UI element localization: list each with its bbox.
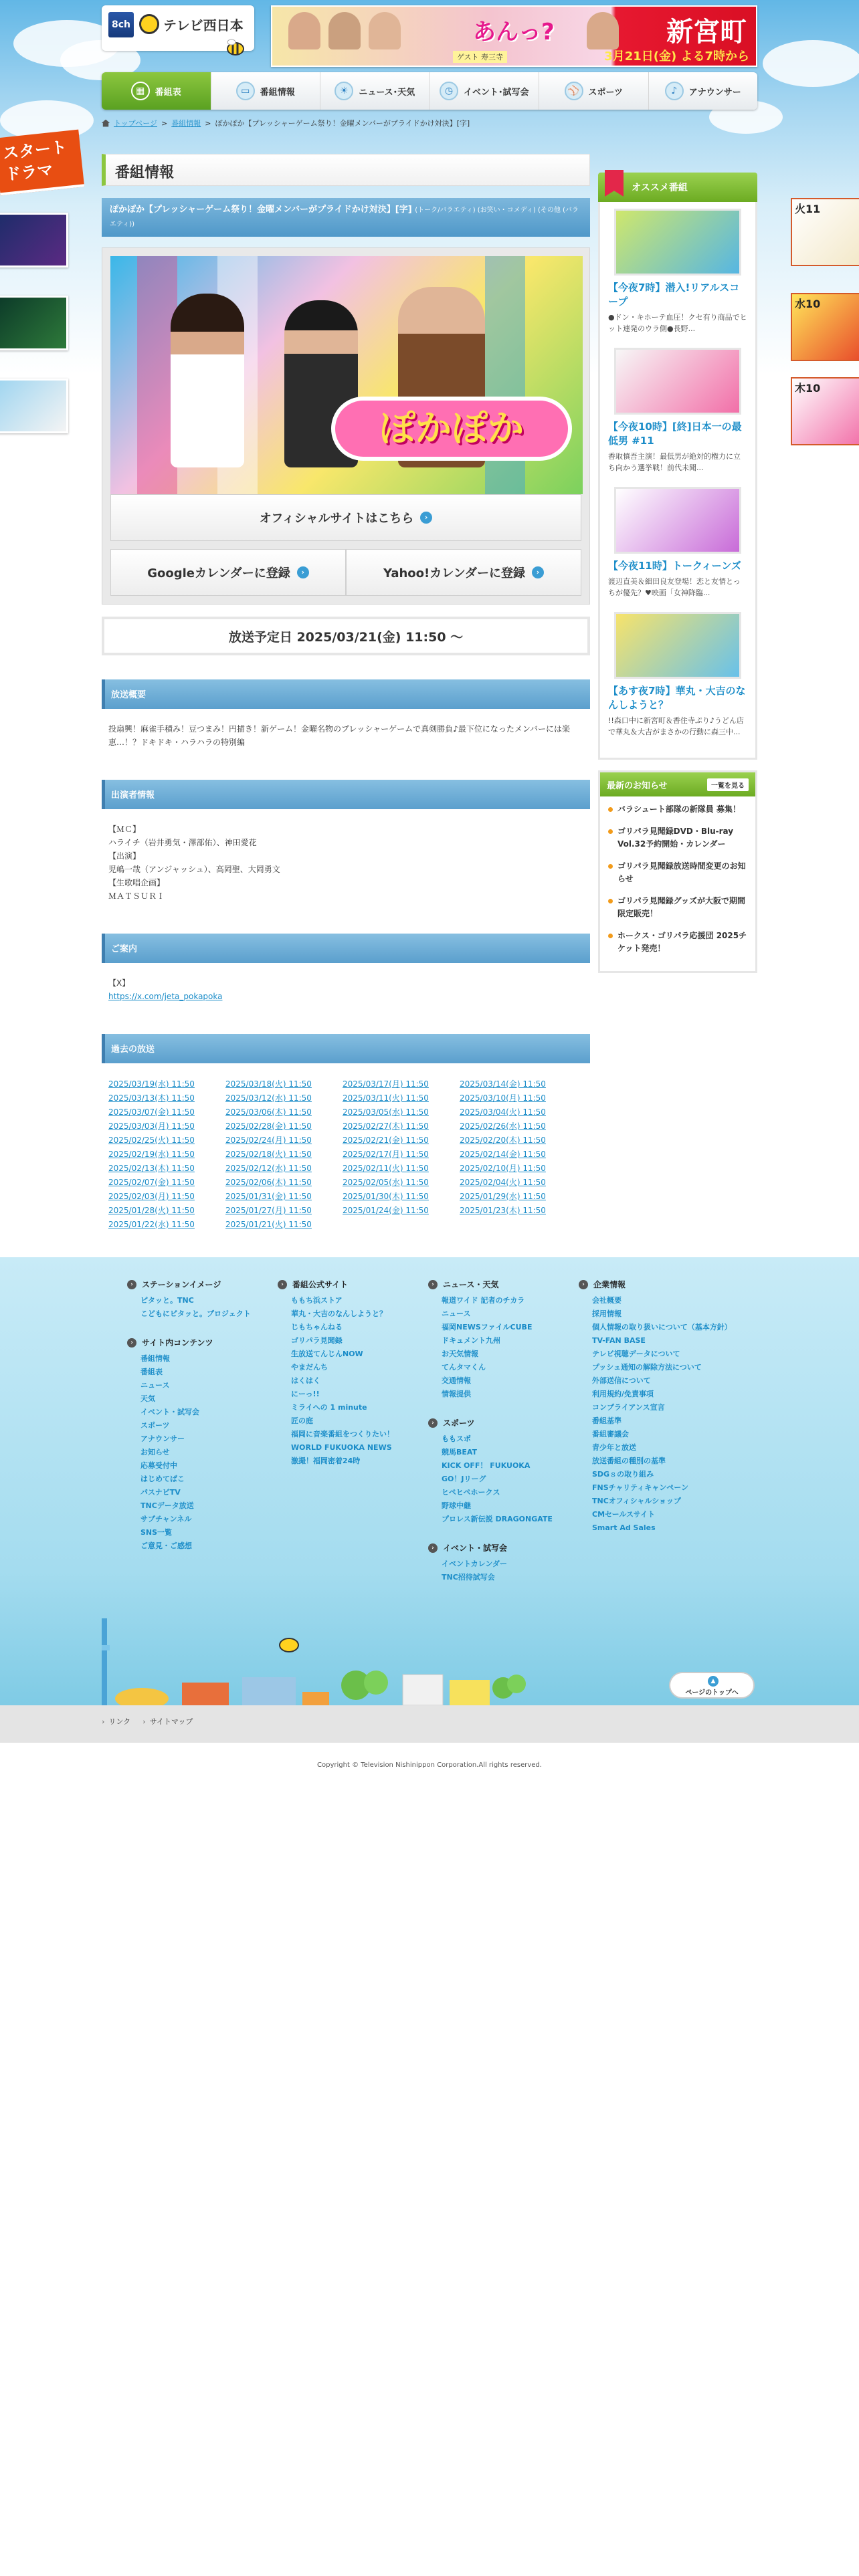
banner-location: 新宮町 [666,17,747,47]
past-broadcast-link[interactable]: 2025/02/19(水) 11:50 [108,1150,195,1159]
arrow-right-icon: › [420,512,432,524]
footer-link[interactable]: にーっ!! [291,1390,320,1398]
past-broadcast-link[interactable]: 2025/03/14(金) 11:50 [460,1079,546,1089]
footer-link[interactable]: イベントカレンダー [442,1560,507,1568]
news-item[interactable]: ゴリパラ見聞録DVD・Blu-ray Vol.32予約開始・カレンダー [608,825,747,851]
footer-link[interactable]: 番組基準 [592,1416,622,1425]
past-broadcast-link[interactable]: 2025/03/05(水) 11:50 [343,1107,429,1117]
page-top-button[interactable] [669,1672,755,1699]
past-broadcast-link[interactable]: 2025/03/17(月) 11:50 [343,1079,429,1089]
past-broadcast-link[interactable]: 2025/01/31(金) 11:50 [225,1192,312,1201]
news-box [598,770,757,973]
air-date: 放送予定日 2025/03/21(金) 11:50 〜 [102,617,590,655]
guide-x-link[interactable]: https://x.com/jeta_pokapoka [108,992,223,1001]
past-broadcast-link[interactable]: 2025/02/13(木) 11:50 [108,1164,195,1173]
recommended-desc: ●ドン・キホーテ血圧！クセ有り商品でヒット連発のウラ側●長野... [608,313,747,333]
footer-link[interactable]: 青少年と放送 [592,1443,636,1452]
program-image [110,256,583,494]
footer-link[interactable]: じもちゃんねる [291,1323,343,1331]
host-person-image [171,294,244,467]
nav-label: 番組表 [155,87,181,98]
footer-link-links[interactable]: › リンク [102,1716,130,1743]
news-item[interactable]: ホークス・ゴリパラ応援団 2025チケット発売！ [608,930,747,955]
footer-column [127,1279,278,1600]
footer-column [428,1279,579,1600]
footer-link[interactable]: お知らせ [140,1448,170,1457]
official-site-label: オフィシャルサイトはこちら [259,512,414,526]
chevron-right-icon: › [428,1418,438,1428]
calendar-buttons [110,549,581,596]
footer [0,1257,859,1705]
station-name: テレビ西日本 [163,17,244,33]
right-drama-poster[interactable] [791,293,859,361]
google-calendar-label: Googleカレンダーに登録 [147,566,290,580]
recommended-title-link[interactable]: 【今夜7時】潜入!リアルスコープ [608,282,740,308]
chevron-right-icon: › [127,1280,136,1289]
promo-banner[interactable] [271,5,757,67]
breadcrumb-separator: > [205,118,211,128]
left-drama-poster[interactable] [0,213,68,267]
banner-person-image [369,12,401,49]
recommended-thumbnail [614,612,741,679]
cloud-decoration [763,40,859,87]
past-broadcast-link[interactable]: 2025/02/25(火) 11:50 [108,1136,195,1145]
program-logo: ぽかぽか [331,397,572,461]
footer-link[interactable]: ニュース [442,1309,471,1318]
past-broadcast-link[interactable]: 2025/03/18(火) 11:50 [225,1079,312,1089]
footer-link[interactable]: やまだんち [291,1363,328,1372]
recommended-item[interactable] [608,612,747,738]
news-item[interactable]: バラシュート部隊の新隊員 募集！ [608,803,747,816]
footer-link[interactable]: 採用情報 [592,1309,622,1318]
footer-link[interactable]: 外部送信について [592,1376,651,1385]
footer-link[interactable]: 激撮！福岡密着24時 [291,1457,361,1465]
footer-link[interactable]: 競馬BEAT [442,1448,478,1457]
footer-link[interactable]: イベント・試写会 [140,1408,199,1416]
bee-mascot-icon [139,14,159,34]
footer-link[interactable]: テレビ視聴データについて [592,1350,680,1358]
footer-link-list [278,1294,428,1468]
footer-link-list [428,1558,579,1584]
right-poster-label: 火11 [795,203,821,215]
footer-link[interactable]: GO！Jリーグ [442,1475,486,1483]
news-item[interactable]: ゴリパラ見聞録放送時間変更のお知らせ [608,860,747,885]
footer-link[interactable]: 報道ワイド 記者のチカラ [442,1296,525,1305]
past-broadcast-link[interactable]: 2025/03/03(月) 11:50 [108,1121,195,1131]
past-broadcast-link[interactable]: 2025/03/13(木) 11:50 [108,1093,195,1103]
footer-group-label: スポーツ [443,1418,475,1428]
footer-link[interactable]: アナウンサー [140,1434,185,1443]
past-broadcast-link[interactable]: 2025/02/24(月) 11:50 [225,1136,312,1145]
footer-group-title[interactable] [278,1279,428,1290]
footer-group-title[interactable] [579,1279,729,1290]
nav-label: スポーツ [588,87,623,98]
left-drama-promo[interactable] [0,134,82,441]
footer-group-title[interactable] [127,1279,278,1290]
footer-link[interactable]: はじめてばこ [140,1475,185,1483]
program-main-box [102,247,590,605]
footer-link[interactable]: ももち浜ストア [291,1296,343,1305]
past-broadcast-link[interactable]: 2025/02/18(火) 11:50 [225,1150,312,1159]
right-poster-label: 木10 [795,382,821,395]
recommended-title-link[interactable]: 【あす夜7時】華丸・大吉のなんしようと？ [608,685,746,711]
footer-link[interactable]: ピタッと。TNC [140,1296,194,1305]
sidebar [598,173,757,973]
past-broadcast-link[interactable]: 2025/02/28(金) 11:50 [225,1121,312,1131]
page-title: 番組情報 [102,154,590,186]
recommended-thumbnail [614,209,741,276]
sports-icon: ⚾ [565,82,583,100]
footer-link[interactable]: 番組情報 [140,1354,170,1363]
past-broadcast-link[interactable]: 2025/03/07(金) 11:50 [108,1107,195,1117]
arrow-up-icon: ▲ [708,1676,719,1687]
arrow-right-icon: › [532,566,544,578]
past-broadcast-link[interactable]: 2025/02/10(月) 11:50 [460,1164,546,1173]
recommended-item[interactable] [608,348,747,473]
footer-group-label: ステーションイメージ [142,1280,221,1289]
past-broadcast-link[interactable]: 2025/02/26(水) 11:50 [460,1121,546,1131]
bee-mascot-icon [222,39,249,56]
news-item[interactable]: ゴリパラ見聞録グッズが大阪で期間限定販売！ [608,895,747,920]
microphone-icon: ♪ [665,82,684,100]
footer-link[interactable]: お天気情報 [442,1350,478,1358]
past-broadcast-link[interactable]: 2025/03/06(木) 11:50 [225,1107,312,1117]
cityscape-illustration [102,1618,757,1705]
weather-icon: ☀ [335,82,353,100]
bookmark-icon [605,170,624,197]
footer-link[interactable]: 生放送てんじんNOW [291,1350,363,1358]
footer-group-label: 番組公式サイト [292,1280,349,1289]
footer-bottom-links [0,1705,859,1743]
footer-link[interactable]: 華丸・大吉のなんしようと？ [291,1309,387,1318]
footer-group [127,1279,278,1321]
right-drama-poster[interactable] [791,377,859,445]
nav-sports[interactable] [539,72,649,110]
past-broadcast-link[interactable]: 2025/01/28(火) 11:50 [108,1206,195,1215]
recommended-desc: 渡辺直美＆細田良友登場！恋と友情とっちが優先？♥映画「女神降臨... [608,577,741,597]
google-calendar-button[interactable] [110,549,346,596]
recommended-heading [598,173,757,202]
section-guide-heading: ご案内 [102,934,590,963]
global-nav [102,72,757,110]
right-drama-poster[interactable] [791,198,859,266]
recommended-title: オススメ番組 [632,183,688,193]
nav-program-info[interactable] [211,72,321,110]
past-broadcast-link[interactable]: 2025/02/27(木) 11:50 [343,1121,429,1131]
banner-person-image [288,12,320,49]
footer-link[interactable]: 情報提供 [442,1390,471,1398]
event-icon: ◷ [440,82,458,100]
footer-link[interactable]: ご意見・ご感想 [140,1541,192,1550]
left-drama-poster[interactable] [0,379,68,433]
footer-column [278,1279,428,1600]
news-more-button[interactable]: 一覧を見る [707,778,749,791]
main-content [102,154,590,1238]
footer-group-label: イベント・試写会 [443,1543,508,1553]
footer-link[interactable]: WORLD FUKUOKA NEWS [291,1443,392,1452]
past-broadcast-link[interactable]: 2025/02/11(火) 11:50 [343,1164,429,1173]
news-list [600,796,755,971]
recommended-title-link[interactable]: 【今夜10時】[終]日本一の最低男 #11 [608,421,742,447]
footer-column [579,1279,732,1600]
chevron-right-icon: › [127,1338,136,1348]
footer-link[interactable]: ミライへの 1 minute [291,1403,367,1412]
nav-label: アナウンサー [688,87,741,98]
past-broadcast-link[interactable]: 2025/01/23(木) 11:50 [460,1206,546,1215]
past-broadcast-link[interactable]: 2025/01/21(火) 11:50 [225,1220,312,1229]
program-genre: (トーク/バラエティ) (お笑い・コメディ) (その他 (バラエティ)) [110,207,579,228]
past-broadcast-link[interactable]: 2025/02/21(金) 11:50 [343,1136,429,1145]
yahoo-calendar-label: Yahoo!カレンダーに登録 [383,566,526,580]
footer-group [579,1279,732,1535]
schedule-icon: ▦ [131,82,150,100]
footer-link[interactable]: CMセールスサイト [592,1510,656,1519]
footer-link[interactable]: TNCオフィシャルショップ [592,1497,681,1505]
footer-group-label: サイト内コンテンツ [142,1338,213,1348]
past-broadcast-link[interactable]: 2025/02/06(木) 11:50 [225,1178,312,1187]
arrow-right-icon: › [297,566,309,578]
guide-block [102,963,590,1010]
past-broadcast-link[interactable]: 2025/03/04(火) 11:50 [460,1107,546,1117]
past-broadcast-link[interactable]: 2025/03/19(水) 11:50 [108,1079,195,1089]
footer-link[interactable]: プッシュ通知の解除方法について [592,1363,702,1372]
nav-label: 番組情報 [260,87,295,98]
footer-link[interactable]: ゴリパラ見聞録 [291,1336,343,1345]
nav-label: ニュース･天気 [359,87,415,98]
chevron-right-icon: › [579,1280,588,1289]
news-title: 最新のお知らせ [607,780,668,791]
footer-link[interactable]: ニュース [140,1381,170,1390]
footer-group [127,1337,278,1553]
footer-link[interactable]: 天気 [140,1394,155,1403]
footer-link[interactable]: 応募受付中 [140,1461,177,1470]
footer-link[interactable]: スポーツ [140,1421,170,1430]
past-broadcast-link[interactable]: 2025/02/03(月) 11:50 [108,1192,195,1201]
tv-icon: ▭ [236,82,255,100]
past-broadcast-link[interactable]: 2025/03/11(火) 11:50 [343,1093,429,1103]
footer-link[interactable]: サブチャンネル [140,1515,192,1523]
nav-news-weather[interactable] [320,72,430,110]
banner-person-image [328,12,361,49]
recommended-item[interactable] [608,209,747,334]
recommended-list [598,202,757,760]
past-broadcast-link[interactable]: 2025/01/24(金) 11:50 [343,1206,429,1215]
footer-link[interactable]: 番組表 [140,1368,163,1376]
breadcrumb-separator: > [161,118,168,128]
footer-link[interactable]: TNCデータ放送 [140,1501,194,1510]
guide-label: 【X】 [108,978,130,988]
left-drama-title [0,130,84,196]
page-top-label: ページのトップへ [685,1689,739,1697]
footer-group-title[interactable] [428,1279,579,1290]
recommended-item[interactable] [608,487,747,599]
past-broadcast-link[interactable]: 2025/02/07(金) 11:50 [108,1178,195,1187]
footer-link[interactable]: 福岡NEWSファイルCUBE [442,1323,533,1331]
program-title: ぽかぽか【プレッシャーゲーム祭り！金曜メンバーがプライドかけ対決】[字] [110,205,412,215]
recommended-thumbnail [614,348,741,415]
footer-group-title[interactable] [428,1542,579,1553]
nav-schedule[interactable] [102,72,211,110]
breadcrumb-current: ぽかぽか【プレッシャーゲーム祭り！金曜メンバーがプライドかけ対決】[字] [215,119,470,128]
past-broadcast-link[interactable]: 2025/02/17(月) 11:50 [343,1150,429,1159]
footer-group-label: ニュース・天気 [443,1280,499,1289]
past-broadcast-link[interactable]: 2025/02/04(火) 11:50 [460,1178,546,1187]
footer-link[interactable]: コンプライアンス宣言 [592,1403,665,1412]
footer-link[interactable]: ももスポ [442,1434,471,1443]
footer-link[interactable]: FNSチャリティキャンペーン [592,1483,688,1492]
footer-link[interactable]: 会社概要 [592,1296,622,1305]
banner-title: あんっ? [473,19,555,45]
nav-events[interactable] [430,72,540,110]
past-broadcast-link[interactable]: 2025/02/05(水) 11:50 [343,1178,429,1187]
footer-group-title[interactable] [127,1337,278,1348]
footer-group [428,1279,579,1401]
home-icon [102,120,110,127]
past-broadcast-link[interactable]: 2025/01/30(木) 11:50 [343,1192,429,1201]
banner-guest: ゲスト 寿三寺 [453,51,507,63]
footer-group [278,1279,428,1468]
past-broadcast-link[interactable]: 2025/02/20(木) 11:50 [460,1136,546,1145]
footer-link[interactable]: こどもにピタッと。プロジェクト [140,1309,251,1318]
official-site-button[interactable] [110,494,581,541]
banner-date: 3月21日(金) よる7時から [604,49,749,64]
summary-text: 投扇興！麻雀手積み！豆つまみ！円描き！新ゲーム！金曜名物のプレッシャーゲームで真剣勝負♪最下位になったメンバーには楽恵…！？ドキドキ・ハラハラの特別編 [108,724,570,747]
breadcrumb-section[interactable]: 番組情報 [171,119,201,128]
footer-link[interactable]: Smart Ad Sales [592,1523,656,1532]
footer-link[interactable]: 利用規約/免責事項 [592,1390,654,1398]
left-drama-title-line2: ドラマ [4,160,54,185]
footer-link[interactable]: ヒペヒペホークス [442,1488,500,1497]
breadcrumb-home[interactable]: トップページ [114,119,158,128]
footer-link[interactable]: 福岡に音楽番組をつくりたい！ [291,1430,394,1438]
channel-number: 8ch [108,12,134,37]
yahoo-calendar-button[interactable] [346,549,581,596]
chevron-right-icon: › [278,1280,287,1289]
footer-link[interactable]: てんタマくん [442,1363,486,1372]
section-summary-heading: 放送概要 [102,679,590,709]
past-broadcast-link[interactable]: 2025/03/12(水) 11:50 [225,1093,312,1103]
footer-link[interactable]: KICK OFF！ FUKUOKA [442,1461,531,1470]
left-drama-title-line1: スタート [1,137,68,163]
past-broadcast-link[interactable]: 2025/02/12(水) 11:50 [225,1164,312,1173]
copyright: Copyright © Television Nishinippon Corporation.All rights reserved. [317,1761,542,1769]
section-past-heading: 過去の放送 [102,1034,590,1063]
footer-link[interactable]: TV-FAN BASE [592,1336,646,1345]
footer-group-title[interactable] [428,1417,579,1428]
past-broadcast-list [102,1063,590,1238]
past-broadcast-link[interactable]: 2025/02/14(金) 11:50 [460,1150,546,1159]
breadcrumb [102,118,470,128]
cast-text: 【ＭＣ】 ハライチ（岩井勇気・澤部佑）、神田愛花 【出演】 児嶋一哉（アンジャッシュ）、高岡聖、大岡勇文 【生歌唱企画】 ＭＡＴＳＵＲＩ [108,825,280,901]
section-cast-heading: 出演者情報 [102,780,590,809]
right-poster-label: 水10 [795,298,821,310]
footer-link-list [127,1352,278,1553]
footer-group [428,1417,579,1526]
past-broadcast-link[interactable]: 2025/01/22(水) 11:50 [108,1220,195,1229]
footer-link-list [428,1432,579,1526]
recommended-title-link[interactable]: 【今夜11時】トークィーンズ [608,560,741,572]
past-broadcast-link[interactable]: 2025/03/10(月) 11:50 [460,1093,546,1103]
chevron-right-icon: › [428,1280,438,1289]
left-drama-poster[interactable] [0,296,68,350]
footer-link[interactable]: 交通情報 [442,1376,471,1385]
footer-link[interactable]: ドキュメント九州 [442,1336,500,1345]
footer-link[interactable]: SDGｓの取り組み [592,1470,654,1479]
footer-group-label: 企業情報 [593,1280,626,1289]
footer-link-sitemap[interactable]: › サイトマップ [142,1716,193,1743]
footer-link[interactable]: 野球中継 [442,1501,471,1510]
banner-person-image [587,12,619,49]
footer-link[interactable]: プロレス新伝説 DRAGONGATE [442,1515,553,1523]
footer-link-list [428,1294,579,1401]
recommended-desc: 香取慎吾主演！最低男が絶対的権力に立ち向かう選挙戦！前代未聞... [608,452,741,472]
footer-link-list [127,1294,278,1321]
footer-link[interactable]: SNS一覧 [140,1528,173,1537]
footer-link[interactable]: 匠の庭 [291,1416,313,1425]
chevron-right-icon: › [428,1543,438,1553]
past-broadcast-link[interactable]: 2025/01/29(水) 11:50 [460,1192,546,1201]
footer-link[interactable]: はくはく [291,1376,320,1385]
footer-link[interactable]: TNC招待試写会 [442,1573,495,1582]
nav-announcers[interactable] [649,72,758,110]
footer-links [127,1279,732,1600]
footer-link[interactable]: パスナビTV [140,1488,181,1497]
footer-link-list [579,1294,732,1535]
footer-link[interactable]: 個人情報の取り扱いについて（基本方針） [592,1323,732,1331]
news-heading [600,772,755,796]
footer-link[interactable]: 放送番組の種別の基準 [592,1457,666,1465]
past-broadcast-link[interactable]: 2025/01/27(月) 11:50 [225,1206,312,1215]
recommended-thumbnail [614,487,741,554]
nav-label: イベント･試写会 [463,87,529,98]
footer-group [428,1542,579,1584]
program-title-bar [102,198,590,237]
footer-link[interactable]: 番組審議会 [592,1430,629,1438]
recommended-desc: !!森口中に新宮町＆香住寺ぷり♪うどん店で華丸＆大吉がまさかの行動に森三中... [608,716,744,736]
